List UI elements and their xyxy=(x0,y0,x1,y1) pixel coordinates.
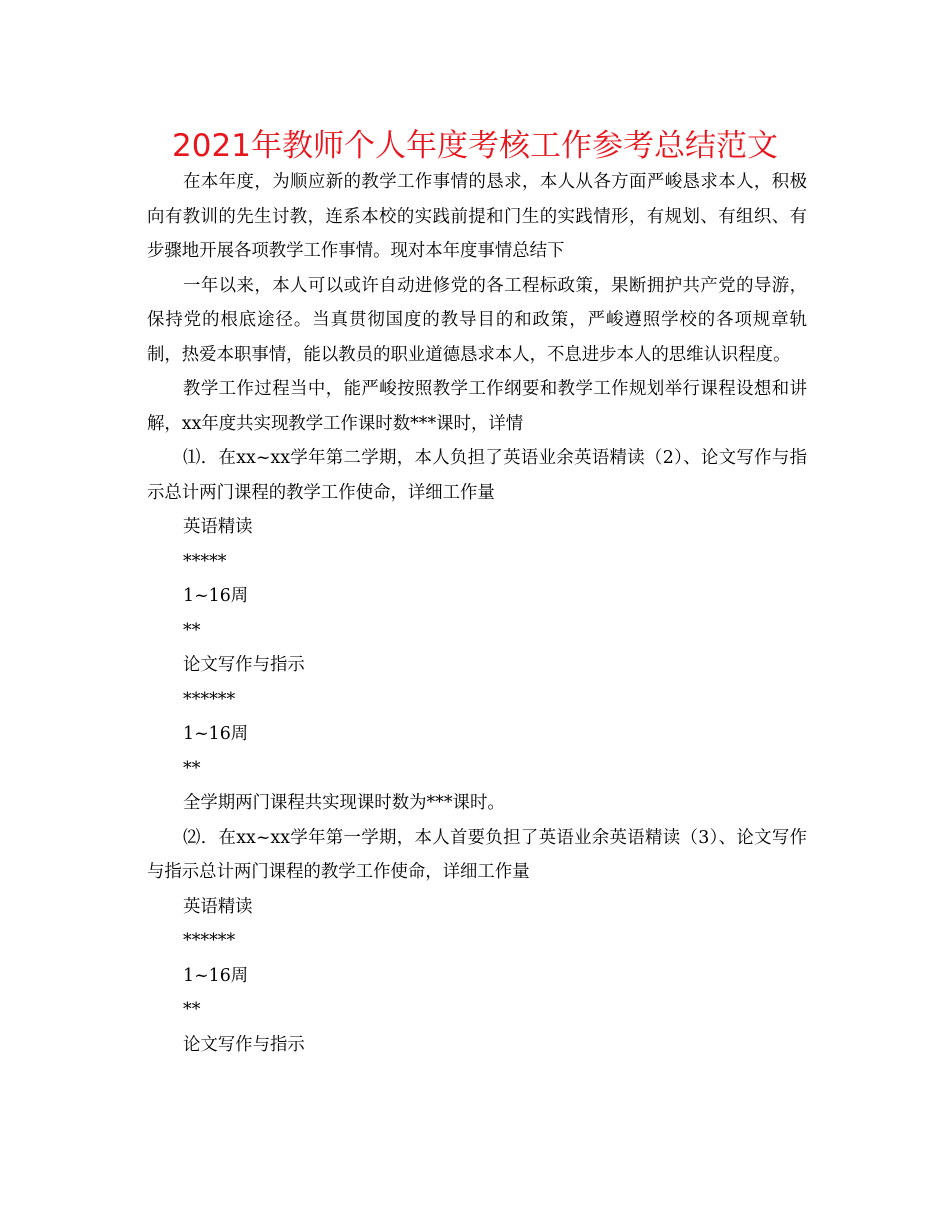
summary-line: 全学期两门课程共实现课时数为***课时。 xyxy=(183,793,505,813)
workload-line: ****** xyxy=(183,931,236,951)
document-body xyxy=(147,165,807,1062)
workload-line: 1~16周 xyxy=(183,586,249,606)
paragraph: 一年以来，本人可以或许自动进修党的各工程标政策，果断拥护共产党的导游，保持党的根底途径。当真贯彻国度的教导目的和政策，严峻遵照学校的各项规章轨制，热爱本职事情，能以教员的职业道德恳求本人，不息进步本人的思维认识程度。 xyxy=(147,275,807,365)
workload-line: 1~16周 xyxy=(183,965,249,986)
workload-line: 英语精读 xyxy=(183,517,253,537)
workload-line: ****** xyxy=(183,689,236,710)
workload-line: 论文写作与指示 xyxy=(183,1034,305,1055)
workload-line: ** xyxy=(183,620,201,641)
workload-line: ** xyxy=(183,758,201,779)
workload-line: 英语精读 xyxy=(183,896,253,917)
paragraph: 教学工作过程当中，能严峻按照教学工作纲要和教学工作规划举行课程设想和讲解，xx年度共实现教学工作课时数***课时，详情 xyxy=(147,379,807,434)
workload-line: 1~16周 xyxy=(183,724,249,744)
paragraph: ⑴．在xx~xx学年第二学期，本人负担了英语业余英语精读（2）、论文写作与指示总计两门课程的教学工作使命，详细工作量 xyxy=(147,448,807,503)
workload-line: 论文写作与指示 xyxy=(183,655,305,675)
document-title: 2021年教师个人年度考核工作参考总结范文 xyxy=(172,128,778,164)
paragraph: 在本年度，为顺应新的教学工作事情的恳求，本人从各方面严峻恳求本人，积极向有教训的先生讨教，连系本校的实践前提和门生的实践情形，有规划、有组织、有步骤地开展各项教学工作事情。现对本年度事情总结下 xyxy=(147,172,807,261)
paragraph: ⑵．在xx~xx学年第一学期，本人首要负担了英语业余英语精读（3）、论文写作与指示总计两门课程的教学工作使命，详细工作量 xyxy=(147,827,807,882)
workload-line: ***** xyxy=(183,551,227,572)
workload-line: ** xyxy=(183,1000,201,1020)
